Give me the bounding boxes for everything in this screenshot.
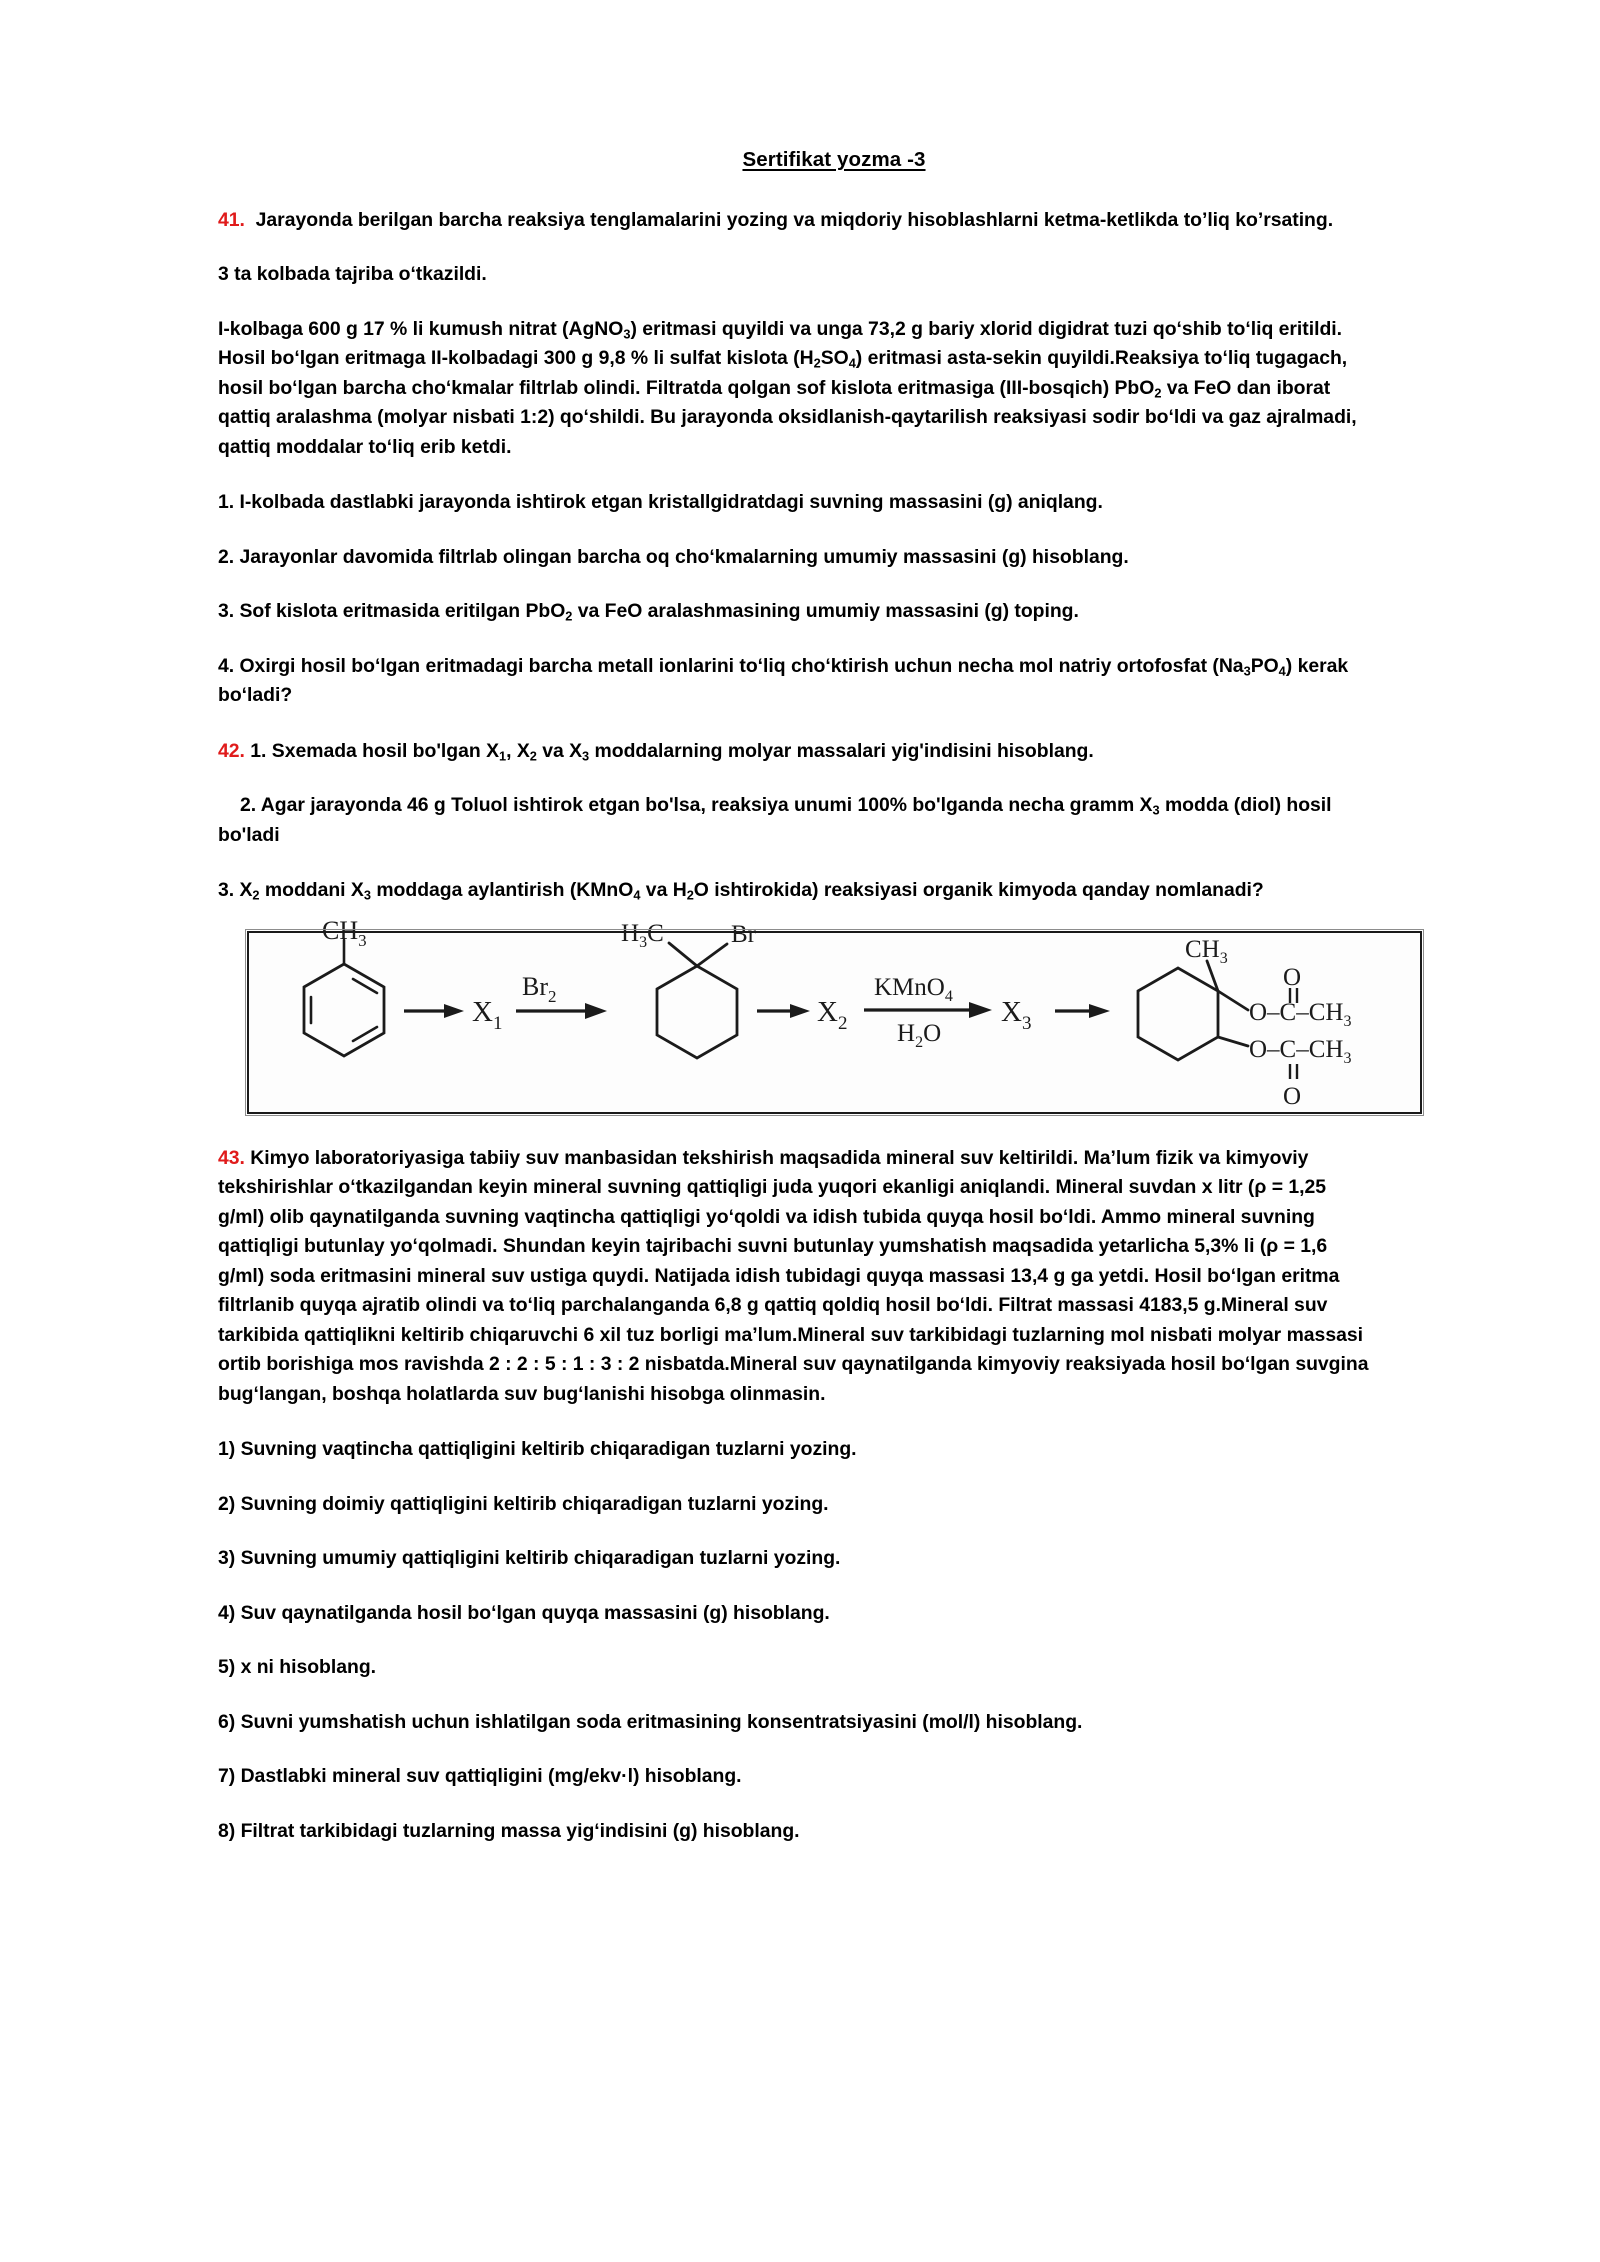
t41-q4s2: 4 xyxy=(1278,663,1286,679)
t42-q3m4: O ishtirokida) reaksiyasi organik kimyoda qanday nomlanadi? xyxy=(693,879,1264,902)
scheme-label-x2: $X_2$ xyxy=(816,995,847,1034)
task42-question-2-line-1 xyxy=(218,791,1450,820)
scheme-label-x1: $X_1$ xyxy=(471,995,502,1034)
scheme-reagent-h2o: $H_2O$ xyxy=(896,1019,941,1051)
task41-prompt xyxy=(218,206,1450,235)
t42-q1s2: 2 xyxy=(529,748,537,764)
t41-l2a: Hosil bo‘lgan eritmaga II-kolbadagi 300 g 9,8 % li sulfat kislota (H xyxy=(218,347,814,370)
task42-question-3 xyxy=(218,876,1450,905)
t42-q1b: moddalarning molyar massalari yig'indisini hisoblang. xyxy=(589,739,1094,762)
scheme-label-carbonyl-o-upper: O xyxy=(1282,963,1301,991)
task41-question-4-line-2: bo‘ladi? xyxy=(218,684,293,707)
scheme-label-br: Br xyxy=(730,920,756,948)
task41-intro: 3 ta kolbada tajriba o‘tkazildi. xyxy=(218,263,487,286)
t41-l1sub: 3 xyxy=(623,326,631,342)
t41-l1b: ) eritmasi quyildi va unga 73,2 g bariy xlorid digidrat tuzi qo‘shib to‘liq eritildi. xyxy=(630,317,1343,340)
task43-paragraph-line-9: bug‘langan, boshqa holatlarda suv bug‘lanishi hisobga olinmasin. xyxy=(218,1382,826,1405)
t41-q4b: ) kerak xyxy=(1285,654,1349,677)
t42-q1s3: 3 xyxy=(582,748,590,764)
task43-question-2: 2) Suvning doimiy qattiqligini keltirib chiqaradigan tuzlarni yozing. xyxy=(218,1492,829,1515)
t41-l2b: ) eritmasi asta-sekin quyildi.Reaksiya to‘liq tugagach, xyxy=(855,347,1348,370)
task43-paragraph-line-2: tekshirishlar o‘tkazilgandan keyin mineral suvning qattiqligi juda yuqori ekanligi aniqlandi. Mineral suvdan x litr (ρ = 1,25 xyxy=(218,1176,1327,1199)
task42-number: 42. xyxy=(218,739,245,762)
task43-number: 43. xyxy=(218,1146,245,1169)
task43-question-1: 1) Suvning vaqtincha qattiqligini keltirib chiqaradigan tuzlarni yozing. xyxy=(218,1438,857,1461)
task43-paragraph-line-5: g/ml) soda eritmasini mineral suv ustiga quydi. Natijada idish tubidagi quyqa massasi 13,4 g ga yetdi. Hosil bo‘lgan eritma xyxy=(218,1264,1340,1287)
scheme-reagent-kmno4: KMnO$_4$ xyxy=(873,973,953,1005)
t41-q4m: PO xyxy=(1250,654,1279,677)
t42-q3s2: 3 xyxy=(363,887,371,903)
task41-body-line-1 xyxy=(218,315,1450,344)
t41-q3a: 3. Sof kislota eritmasida eritilgan PbO xyxy=(218,600,566,623)
task41-number: 41. xyxy=(218,209,245,231)
t42-q1m2: va X xyxy=(536,739,583,762)
t42-q3s4: 2 xyxy=(686,887,694,903)
t41-l2s1: 2 xyxy=(813,356,821,372)
t41-l3b: va FeO dan iborat xyxy=(1161,376,1331,399)
t43-l1: Kimyo laboratoriyasiga tabiiy suv manbasidan tekshirish maqsadida mineral suv keltirildi. Ma’lum fizik va kimyoviy xyxy=(250,1146,1309,1169)
scheme-label-product-ch3: $CH_3$ xyxy=(1184,935,1228,967)
task43-paragraph-line-4: qattiqligi butunlay yo‘qolmadi. Shundan keyin tajribachi suvni butunlay yumshatish maqsadida yetarlicha 5,3% li (ρ = 1,6 xyxy=(218,1235,1328,1258)
t41-l1a: I-kolbaga 600 g 17 % li kumush nitrat (AgNO xyxy=(218,317,624,340)
t42-q3a: 3. X xyxy=(218,879,253,902)
task42-question-1 xyxy=(218,737,1450,766)
scheme-label-ester-upper: $O-C-CH_3$ xyxy=(1248,998,1351,1030)
task43-paragraph-line-8: ortib borishiga mos ravishda 2 : 2 : 5 : 1 : 3 : 2 nisbatda.Mineral suv qaynatilganda kimyoviy reaksiyada hosil bo‘lgan suvgina xyxy=(218,1353,1369,1376)
reaction-scheme-figure xyxy=(218,915,1450,1114)
t42-q2a: 2. Agar jarayonda 46 g Toluol ishtirok etgan bo'lsa, reaksiya unumi 100% bo'lganda necha gramm X xyxy=(240,794,1153,817)
task43-question-7: 7) Dastlabki mineral suv qattiqligini (mg/ekv·l) hisoblang. xyxy=(218,1765,742,1788)
task42-question-2 xyxy=(218,791,1450,850)
t41-l3a: hosil bo‘lgan barcha cho‘kmalar filtrlab olindi. Filtratda qolgan sof kislota eritmasiga (III-bosqich) PbO xyxy=(218,376,1155,399)
task41-question-4 xyxy=(218,652,1450,711)
t42-q3m2: moddaga aylantirish (KMnO xyxy=(370,879,634,902)
scheme-label-ester-lower: $O-C-CH_3$ xyxy=(1248,1035,1351,1067)
t41-l2m: SO xyxy=(820,347,849,370)
task41-body-line-2 xyxy=(218,344,1450,373)
task41-question-4-line-1 xyxy=(218,652,1450,681)
task43-paragraph-line-7: tarkibida qattiqlikni keltirib chiqaruvchi 6 xil tuz borligi ma’lum.Mineral suv tarkibidagi tuzlarning mol nisbati molyar massasi xyxy=(218,1323,1363,1346)
task41-body-line-5: qattiq moddalar to‘liq erib ketdi. xyxy=(218,435,512,458)
t42-q1s1: 1 xyxy=(498,748,507,764)
task43-paragraph-line-6: filtrlanib quyqa ajratib olindi va to‘liq parchalanganda 6,8 g qattiq qoldiq hosil bo‘ldi. Filtrat massasi 4183,5 g.Mineral suv xyxy=(218,1294,1328,1317)
task43-question-4: 4) Suv qaynatilganda hosil bo‘lgan quyqa massasini (g) hisoblang. xyxy=(218,1601,830,1624)
t42-q3s3: 4 xyxy=(633,887,641,903)
reaction-scheme-border xyxy=(247,915,1422,1114)
t42-q2sub: 3 xyxy=(1152,802,1160,818)
task43-question-8: 8) Filtrat tarkibidagi tuzlarning massa yig‘indisini (g) hisoblang. xyxy=(218,1819,800,1842)
t42-q2b: modda (diol) hosil xyxy=(1159,794,1332,817)
t42-q3m1: moddani X xyxy=(259,879,364,902)
scheme-label-toluene-ch3: $CH_3$ xyxy=(321,915,367,950)
scheme-reagent-br2: $Br_2$ xyxy=(521,971,556,1006)
t41-l2s2: 4 xyxy=(848,356,856,372)
t41-q4a: 4. Oxirgi hosil bo‘lgan eritmadagi barcha metall ionlarini to‘liq cho‘ktirish uchun necha mol natriy ortofosfat (Na xyxy=(218,654,1244,677)
task41-question-2: 2. Jarayonlar davomida filtrlab olingan barcha oq cho‘kmalarning umumiy massasini (g) hisoblang. xyxy=(218,545,1129,568)
reaction-scheme-svg xyxy=(249,915,1420,1112)
task41-body-line-4: qattiq aralashma (molyar nisbati 1:2) qo‘shildi. Bu jarayonda oksidlanish-qaytarilish reaksiyasi sodir bo‘ldi va gaz ajralmadi, xyxy=(218,406,1357,429)
task41-body-line-3 xyxy=(218,374,1450,403)
task43-body xyxy=(218,1144,1450,1409)
task42-question-2-line-2: bo'ladi xyxy=(218,823,280,846)
task43-question-5: 5) x ni hisoblang. xyxy=(218,1656,377,1679)
task43-paragraph-line-1 xyxy=(218,1144,1450,1173)
t41-q4s1: 3 xyxy=(1243,663,1251,679)
task41-body xyxy=(218,315,1450,462)
task43-question-6: 6) Suvni yumshatish uchun ishlatilgan soda eritmasining konsentratsiyasini (mol/l) hisoblang. xyxy=(218,1710,1083,1733)
scheme-label-x3: $X_3$ xyxy=(1000,995,1031,1034)
page-title xyxy=(218,148,1450,172)
task41-question-3 xyxy=(218,597,1450,626)
t41-q3b: va FeO aralashmasining umumiy massasini (g) toping. xyxy=(572,600,1079,623)
scheme-label-h3c: $H_3C$ xyxy=(620,919,664,951)
t42-q1m1: , X xyxy=(506,739,530,762)
task43-paragraph-line-3: g/ml) olib qaynatilganda suvning vaqtincha qattiqligi yo‘qoldi va idish tubida quyqa hosil bo‘ldi. Ammo mineral suvning xyxy=(218,1205,1315,1228)
t42-q3m3: va H xyxy=(640,879,687,902)
task41-question-1: 1. I-kolbada dastlabki jarayonda ishtirok etgan kristallgidratdagi suvning massasini (g) aniqlang. xyxy=(218,491,1103,514)
task43-question-3: 3) Suvning umumiy qattiqligini keltirib chiqaradigan tuzlarni yozing. xyxy=(218,1547,841,1570)
document-content xyxy=(218,148,1450,1871)
t42-q1a: 1. Sxemada hosil bo'lgan X xyxy=(250,739,499,762)
t41-l3sub: 2 xyxy=(1154,385,1162,401)
page-title-text: Sertifikat yozma -3 xyxy=(742,148,926,171)
t42-q3s1: 2 xyxy=(252,887,260,903)
t41-q3sub: 2 xyxy=(565,608,573,624)
task41-prompt-text: Jarayonda berilgan barcha reaksiya tenglamalarini yozing va miqdoriy hisoblashlarni ketma-ketlikda to’liq ko’rsating. xyxy=(255,209,1334,231)
scheme-label-carbonyl-o-lower: O xyxy=(1282,1082,1301,1110)
